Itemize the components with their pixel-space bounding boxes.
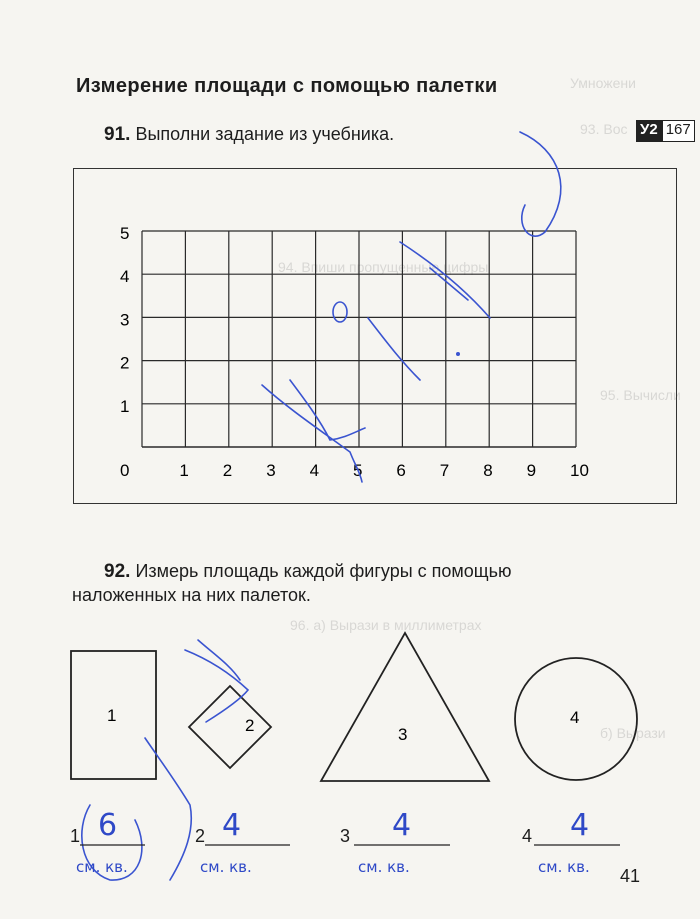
figure-2-label: 2 (245, 716, 255, 735)
figure-3-label: 3 (398, 725, 408, 744)
answer-2-unit: см. кв. (200, 858, 252, 876)
task-91-number: 91. (104, 124, 131, 145)
answer-4-unit: см. кв. (538, 858, 590, 876)
x-tick-label: 4 (309, 461, 320, 480)
x-tick-label: 2 (222, 461, 233, 480)
x-tick-label: 10 (570, 461, 589, 480)
page-number: 41 (620, 866, 641, 886)
svg-text:96. а) Вырази в миллиметрах: 96. а) Вырази в миллиметрах (290, 617, 482, 633)
svg-text:95. Вычисли: 95. Вычисли (600, 387, 681, 403)
answer-1[interactable] (70, 826, 80, 847)
x-tick-label: 0 (120, 461, 130, 480)
answer-1-label: 1 (70, 826, 81, 846)
x-tick-label: 7 (439, 461, 450, 480)
answer-2-label: 2 (195, 826, 206, 846)
figure-1-label: 1 (107, 706, 117, 725)
answer-4-value: 4 (570, 808, 590, 843)
x-tick-label: 5 (353, 461, 363, 480)
figure-2-square (189, 686, 271, 768)
x-tick-label: 6 (396, 461, 406, 480)
task-92-number: 92. (104, 561, 131, 582)
answer-3[interactable] (340, 826, 350, 847)
figure-3-triangle (321, 633, 489, 781)
figure-4-label: 4 (570, 708, 580, 727)
task-91-text: Выполни задание из учебника. (135, 124, 395, 144)
y-tick-label: 2 (120, 353, 130, 373)
x-tick-label: 8 (483, 461, 493, 480)
task-92-text-line2: наложенных на них палеток. (72, 585, 311, 605)
y-tick-label: 3 (120, 310, 130, 330)
badge-number: 167 (662, 120, 695, 142)
answer-3-label: 3 (340, 826, 351, 846)
x-tick-label: 1 (179, 461, 189, 480)
answer-2-value: 4 (222, 808, 242, 843)
answer-1-value: 6 (98, 808, 118, 843)
answer-2[interactable] (195, 826, 205, 847)
y-tick-label: 5 (120, 224, 130, 243)
svg-text:94. Впиши пропущенные цифры: 94. Впиши пропущенные цифры (278, 259, 489, 275)
task-92-text: Измерь площадь каждой фигуры с помощью (135, 561, 512, 581)
section-title: Измерение площади с помощью палетки (76, 75, 498, 97)
svg-text:93. Вос: 93. Вос (580, 121, 628, 137)
answer-4-label: 4 (522, 826, 533, 846)
x-tick-label: 3 (266, 461, 276, 480)
answer-1-unit: см. кв. (76, 858, 128, 876)
y-tick-label: 1 (120, 396, 130, 416)
answer-3-unit: см. кв. (358, 858, 410, 876)
svg-text:Умножени: Умножени (570, 75, 636, 91)
answer-4[interactable] (522, 826, 532, 847)
x-tick-label: 9 (526, 461, 537, 480)
badge-prefix: У2 (636, 120, 662, 142)
svg-text:б) Вырази: б) Вырази (600, 725, 666, 741)
y-tick-label: 4 (120, 267, 130, 287)
answer-3-value: 4 (392, 808, 412, 843)
